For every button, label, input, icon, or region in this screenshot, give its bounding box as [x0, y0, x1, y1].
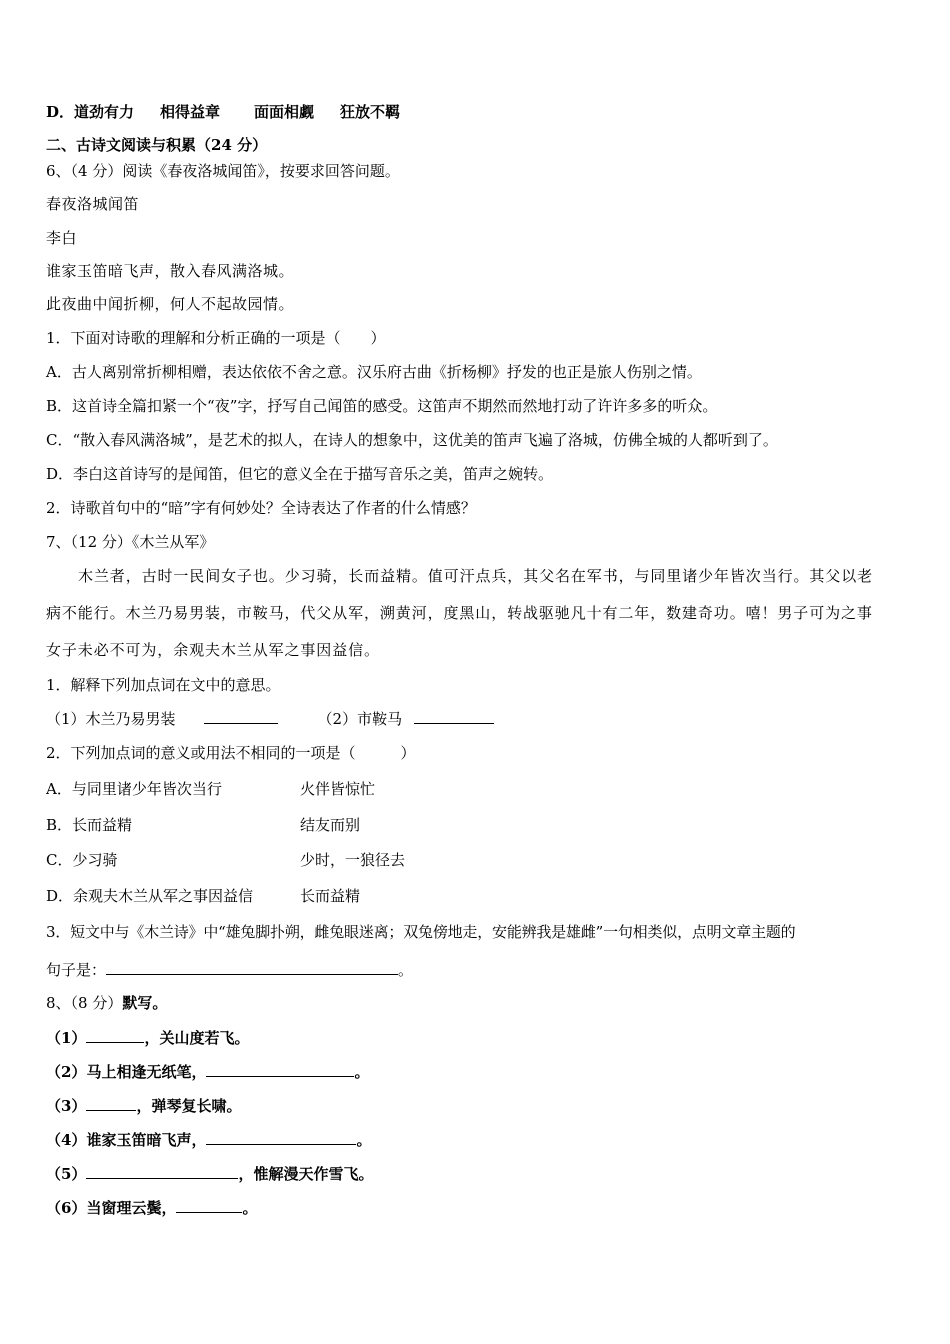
q8-item-post: ，弹琴复长啸。	[136, 1097, 242, 1115]
q7-sub3-blank[interactable]	[106, 959, 398, 975]
q7-sub2-option-c-right: 少时，一狼径去	[300, 851, 406, 869]
q6-option-d: D．李白这首诗写的是闻笛，但它的意义全在于描写音乐之美，笛声之婉转。	[46, 465, 554, 483]
q8-item-num: （2）	[46, 1063, 87, 1081]
q7-sub2-option-d-right: 长而益精	[300, 887, 361, 905]
q8-item-pre: 马上相逢无纸笔，	[86, 1063, 207, 1081]
poem-line-2: 此夜曲中闻折柳，何人不起故园情。	[46, 295, 295, 313]
q8-item-post: 。	[242, 1199, 258, 1217]
q7-sub2-option-d: D．余观夫木兰从军之事因益信	[46, 887, 254, 905]
q8-item-post: ，惟解漫天作雪飞。	[238, 1165, 374, 1183]
q8-item-num: （1）	[46, 1029, 87, 1047]
q8-item-3	[46, 1095, 241, 1116]
q7-sub1-blank-1[interactable]	[204, 708, 278, 724]
q7-sub3-end: 。	[398, 961, 414, 979]
q8-stem-title: 默写。	[122, 994, 168, 1012]
q5-option-d-w1: D．道劲有力	[46, 103, 135, 121]
q8-item-post: ，关山度若飞。	[144, 1029, 250, 1047]
q5-option-d-w3: 面面相觑	[254, 103, 315, 121]
q8-item-blank[interactable]	[86, 1163, 238, 1179]
q7-sub2-option-c: C．少习骑	[46, 851, 118, 869]
q8-item-5	[46, 1163, 373, 1184]
section2-title: 二、古诗文阅读与积累（24 分）	[46, 136, 268, 154]
q8-item-post: 。	[354, 1063, 370, 1081]
poem-title: 春夜洛城闻笛	[46, 195, 140, 213]
q7-sub2-option-a: A．与同里诸少年皆次当行	[46, 780, 222, 798]
q7-sub1-items	[46, 708, 494, 729]
q7-sub1-blank-2[interactable]	[414, 708, 494, 724]
q8-item-blank[interactable]	[206, 1061, 354, 1077]
q8-item-pre: 当窗理云鬓，	[86, 1199, 177, 1217]
q7-passage-line-2: 病不能行。木兰乃易男装，市鞍马，代父从军，溯黄河，度黑山，转战驱驰凡十有二年，数建奇功。嘻！男子可为之事	[46, 604, 873, 622]
q8-item-num: （5）	[46, 1165, 87, 1183]
poem-line-1: 谁家玉笛暗飞声，散入春风满洛城。	[46, 262, 295, 280]
q8-stem-score: 8、（8 分）	[46, 994, 123, 1012]
q7-sub3-line-1: 3．短文中与《木兰诗》中“雄兔脚扑朔，雌兔眼迷离；双兔傍地走，安能辨我是雄雌”一句相类似，点明文章主题的	[46, 923, 796, 941]
q5-option-d	[46, 102, 400, 122]
q7-sub3-line-2	[46, 959, 413, 980]
q7-sub3-prefix: 句子是：	[46, 961, 107, 979]
q6-sub2: 2．诗歌首句中的“暗”字有何妙处？全诗表达了作者的什么情感？	[46, 499, 476, 517]
q8-item-6	[46, 1197, 257, 1218]
q5-option-d-w4: 狂放不羁	[340, 103, 401, 121]
q6-option-b: B．这首诗全篇扣紧一个“夜”字，抒写自己闻笛的感受。这笛声不期然而然地打动了许许多多的听众。	[46, 397, 718, 415]
q7-sub1-item-2: （2）市鞍马	[317, 710, 403, 728]
q8-item-blank[interactable]	[206, 1129, 356, 1145]
q8-item-4	[46, 1129, 371, 1150]
q8-item-blank[interactable]	[176, 1197, 242, 1213]
q5-option-d-w2: 相得益章	[160, 103, 221, 121]
q8-item-blank[interactable]	[86, 1095, 136, 1111]
q8-item-num: （4）	[46, 1131, 87, 1149]
q7-stem: 7、（12 分）《木兰从军》	[46, 533, 215, 551]
q6-sub1: 1．下面对诗歌的理解和分析正确的一项是（ ）	[46, 329, 386, 347]
q8-stem	[46, 993, 167, 1013]
q7-passage-line-3: 女子未必不可为，余观夫木兰从军之事因益信。	[46, 641, 380, 659]
q7-sub2-option-b-right: 结友而别	[300, 816, 361, 834]
q7-passage-line-1: 木兰者，古时一民间女子也。少习骑，长而益精。值可汗点兵，其父名在军书，与同里诸少年皆次当行。其父以老	[78, 567, 874, 585]
q7-sub1: 1．解释下列加点词在文中的意思。	[46, 676, 281, 694]
q8-item-num: （6）	[46, 1199, 87, 1217]
q6-option-c: C．“散入春风满洛城”，是艺术的拟人，在诗人的想象中，这优美的笛声飞遍了洛城，仿佛全城的人都听到了。	[46, 431, 778, 449]
q7-sub1-item-1: （1）木兰乃易男装	[46, 710, 176, 728]
q7-sub2-option-b: B．长而益精	[46, 816, 133, 834]
q8-item-1	[46, 1027, 249, 1048]
q6-stem: 6、（4 分）阅读《春夜洛城闻笛》，按要求回答问题。	[46, 162, 400, 180]
q8-item-num: （3）	[46, 1097, 87, 1115]
q8-item-2	[46, 1061, 369, 1082]
q7-sub2: 2．下列加点词的意义或用法不相同的一项是（ ）	[46, 744, 416, 762]
q8-item-post: 。	[356, 1131, 372, 1149]
q7-sub2-option-a-right: 火伴皆惊忙	[300, 780, 376, 798]
q8-item-pre: 谁家玉笛暗飞声，	[86, 1131, 207, 1149]
poem-author: 李白	[46, 229, 78, 247]
q6-option-a: A．古人离别常折柳相赠，表达依依不舍之意。汉乐府古曲《折杨柳》抒发的也正是旅人伤别之情。	[46, 363, 702, 381]
q8-item-blank[interactable]	[86, 1027, 144, 1043]
